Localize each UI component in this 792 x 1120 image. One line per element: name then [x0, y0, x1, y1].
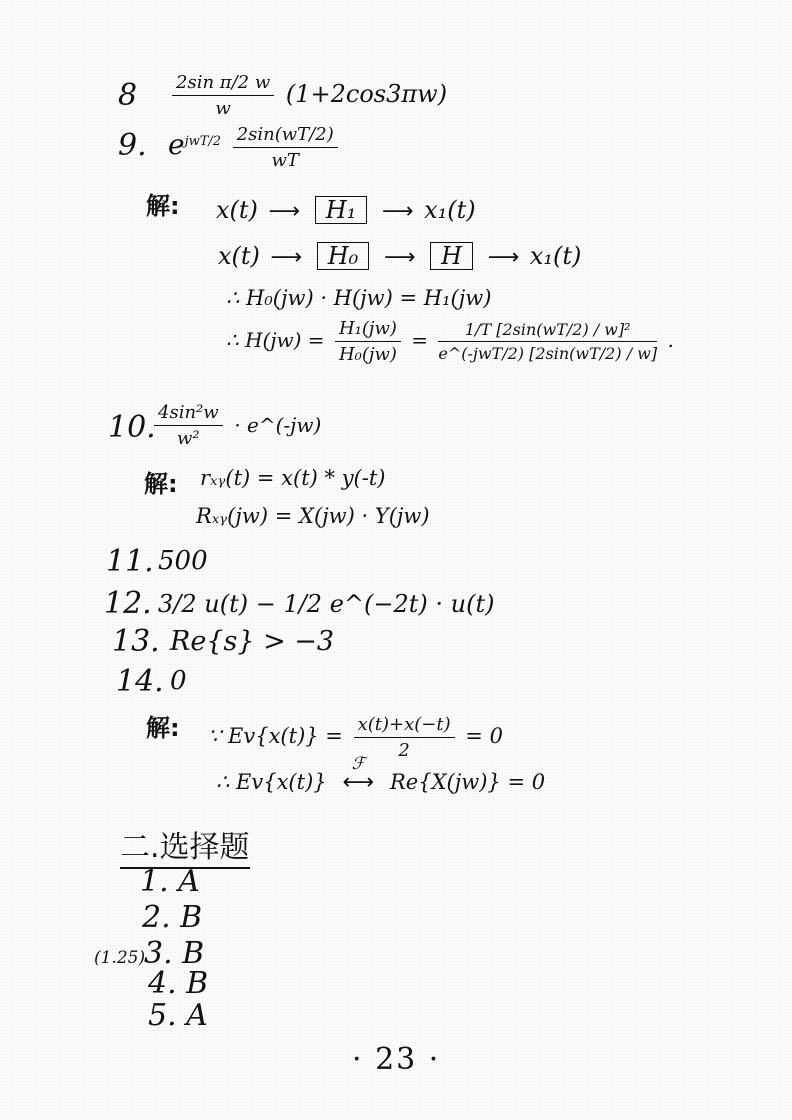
item-10-frac-den: w²: [177, 428, 200, 449]
arrow-right-icon: ⟶: [487, 245, 520, 270]
choice-2-answer: B: [180, 900, 203, 935]
choice-3-note: (1.25): [94, 948, 146, 968]
item-12-number: 12.: [104, 586, 152, 621]
choice-3-number: 3.: [144, 936, 173, 971]
section-2-heading-text: 二.选择题: [120, 830, 250, 869]
item-8-fraction: [172, 72, 274, 119]
item-14-l1-prefix: ∵ Ev{x(t)} =: [208, 724, 343, 748]
item-9-d2-input: x(t): [218, 242, 260, 270]
choice-5-number: 5.: [148, 998, 177, 1033]
item-10-solution-label: 解:: [144, 470, 178, 498]
item-9-l4-big-fraction: [438, 320, 657, 363]
arrow-right-icon: ⟶: [268, 199, 301, 224]
item-10-line-2: Rₓᵧ(jw) = X(jw) · Y(jw): [196, 504, 430, 528]
item-10-number: 10.: [108, 410, 156, 445]
item-9-exp-sup: jwT/2: [184, 134, 222, 149]
choice-5-answer: A: [186, 998, 208, 1033]
item-9-l4-big-den: e^(-jwT/2) [2sin(wT/2) / w]: [438, 344, 658, 363]
arrow-right-icon: ⟶: [270, 245, 303, 270]
item-13-answer: Re{s} > −3: [170, 626, 335, 657]
item-9-l4-frac-den: H₀(jw): [338, 344, 397, 365]
item-9-exp-base: e: [168, 128, 185, 161]
item-14-line-2: [216, 754, 546, 795]
item-10-line-1: rₓᵧ(t) = x(t) * y(-t): [200, 466, 386, 490]
choice-3-answer: B: [182, 936, 205, 971]
item-8-expression: [168, 72, 447, 119]
item-14-l2-transform-arrow: [333, 754, 383, 795]
choice-1-answer: A: [178, 864, 200, 899]
item-9-line-4: [226, 318, 674, 365]
item-9-fraction: [233, 124, 338, 171]
item-13-number: 13.: [112, 624, 160, 659]
item-11-answer: 500: [158, 546, 208, 576]
item-14-l2-prefix: ∴ Ev{x(t)}: [216, 770, 327, 794]
item-10-fraction: [154, 402, 223, 449]
choice-2-number: 2.: [142, 900, 171, 935]
item-14-solution-label: 解:: [146, 714, 180, 742]
item-9-l4-prefix: ∴ H(jw) =: [226, 328, 325, 352]
item-9-d2-block-1: H₀: [317, 242, 370, 270]
double-arrow-icon: ⟷: [342, 770, 375, 795]
item-9-d2-output: x₁(t): [529, 242, 582, 270]
choice-5: [148, 998, 208, 1033]
item-9-number: 9.: [118, 128, 147, 163]
item-8-tail: (1+2cos3πw): [285, 80, 448, 108]
item-10-frac-num: 4sin²w: [154, 402, 223, 426]
item-9-frac-den: wT: [271, 150, 299, 171]
item-9-l4-frac-num: H₁(jw): [335, 318, 401, 342]
item-9-l4-eq: =: [411, 328, 429, 352]
item-9-solution-label: 解:: [146, 192, 180, 220]
item-9-block-diagram-1: [216, 196, 476, 224]
item-9-l4-end: .: [667, 328, 674, 352]
choice-4-answer: B: [186, 966, 209, 1001]
item-9-line-3: ∴ H₀(jw) · H(jw) = H₁(jw): [226, 286, 492, 310]
page-number: · 23 ·: [352, 1042, 441, 1077]
item-9-frac-num: 2sin(wT/2): [233, 124, 338, 148]
item-9-d1-input: x(t): [216, 196, 258, 224]
item-14-answer: 0: [170, 666, 187, 696]
item-12-answer: 3/2 u(t) − 1/2 e^(−2t) · u(t): [158, 590, 495, 618]
item-11-number: 11.: [106, 544, 154, 579]
item-9-d2-block-2: H: [430, 242, 473, 270]
item-9-d1-block: H₁: [315, 196, 368, 224]
fourier-symbol-icon: ℱ: [351, 754, 365, 774]
item-9-l4-fraction: [335, 318, 401, 365]
item-8-frac-den: w: [215, 98, 231, 119]
item-14-l1-frac-den: 2: [398, 740, 410, 761]
arrow-right-icon: ⟶: [381, 199, 414, 224]
item-10-expression: [150, 402, 321, 449]
item-9-expression: [168, 124, 342, 171]
item-14-number: 14.: [116, 664, 164, 699]
choice-1-number: 1.: [140, 864, 169, 899]
arrow-right-icon: ⟶: [383, 245, 416, 270]
item-14-l1-frac-num: x(t)+x(−t): [354, 714, 455, 738]
item-8-frac-num: 2sin π/2 w: [172, 72, 274, 96]
choice-4-number: 4.: [148, 966, 177, 1001]
choice-4: [148, 966, 208, 1001]
choice-2: [142, 900, 202, 935]
section-2-heading: [120, 822, 250, 866]
item-10-tail: · e^(-jw): [234, 413, 322, 437]
choice-1: [140, 864, 200, 899]
item-8-number: 8: [118, 78, 138, 113]
item-9-d1-output: x₁(t): [424, 196, 476, 224]
item-14-l1-suffix: = 0: [465, 724, 503, 748]
item-9-l4-big-num: 1/T [2sin(wT/2) / w]²: [438, 320, 657, 342]
item-14-l2-suffix: Re{X(jw)} = 0: [390, 770, 546, 794]
item-9-block-diagram-2: [218, 242, 581, 270]
